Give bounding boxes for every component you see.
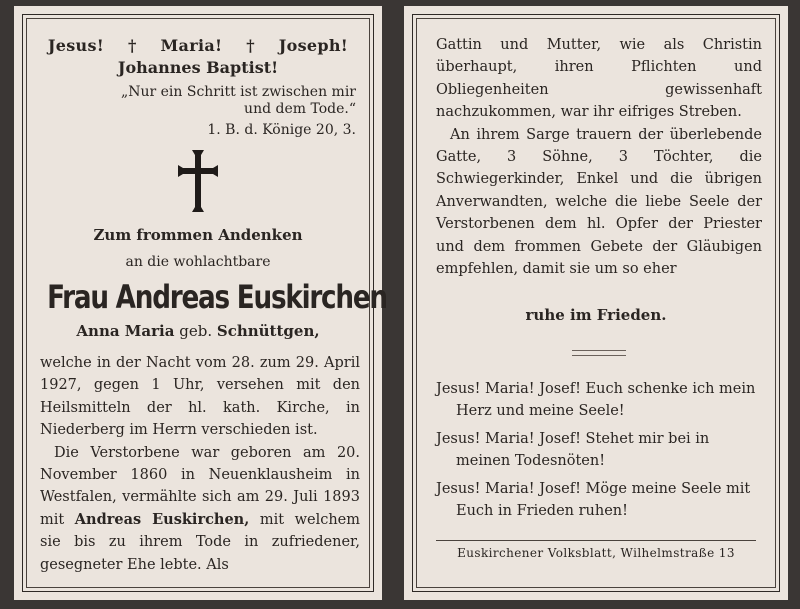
memorial-heading: Zum frommen Andenken — [93, 226, 303, 244]
ornamental-divider — [572, 350, 626, 356]
invocation-cross-1: † — [127, 36, 137, 55]
bible-reference: 1. B. d. Könige 20, 3. — [207, 122, 356, 138]
mourners-paragraph: An ihrem Sarge trauern der überlebende Gatte, 3 Söhne, 3 Töchter, die Schwiegerkinder, Enkel und die übrigen Anverwandten, welche die liebe Seele der Verstorbenen dem hl. Opfer der Priester und dem frommen Gebete der Gläubigen empfehlen, damit sie um so eher — [436, 126, 762, 278]
maiden-first-names: Anna Maria — [76, 322, 175, 340]
invocation-line — [14, 36, 382, 55]
deceased-name: Frau Andreas Euskirchen — [47, 278, 387, 316]
baptist-line: Johannes Baptist! — [117, 58, 279, 77]
cross-icon — [178, 150, 218, 212]
biography-paragraph — [40, 442, 360, 576]
biography-text-a: Die Verstorbene war geboren am 20. November 1860 in Neuenklausheim in Westfalen, vermählte sich am 29. Juli 1893 mit — [40, 444, 360, 528]
death-paragraph: welche in der Nacht vom 28. zum 29. April 1927, gegen 1 Uhr, versehen mit den Heilsmitteln der hl. kath. Kirche, in Niederberg im Herrn verschieden ist. — [40, 355, 360, 439]
maiden-surname: Schnüttgen, — [216, 322, 320, 340]
biography-text-b: mit welchem sie bis zu ihrem Tode in zufriedener, gesegneter Ehe lebte. Als — [40, 511, 361, 573]
invocation-joseph: Joseph! — [278, 36, 349, 55]
venerable-line: an die wohlachtbare — [125, 254, 271, 270]
invocation-maria: Maria! — [160, 36, 223, 55]
printer-imprint: Euskirchener Volksblatt, Wilhelmstraße 13 — [457, 546, 735, 560]
rest-in-peace: ruhe im Frieden. — [525, 306, 667, 324]
prayer-list — [436, 378, 766, 528]
bible-quote: „Nur ein Schritt ist zwischen mir und dem Tode.“ — [120, 84, 356, 117]
invocation-cross-2: † — [246, 36, 255, 55]
maiden-name-line — [14, 322, 382, 340]
right-body-text — [436, 34, 762, 280]
prayer-3: Jesus! Maria! Josef! Möge meine Seele mit Euch in Frieden ruhen! — [436, 481, 751, 519]
invocation-jesus: Jesus! — [47, 36, 105, 55]
husband-name: Andreas Euskirchen, — [74, 510, 250, 528]
duties-paragraph: Gattin und Mutter, wie als Christin überhaupt, ihren Pflichten und Obliegenheiten gewissenhaft nachzukommen, war ihr eifriges Streben. — [436, 37, 762, 121]
prayer-1: Jesus! Maria! Josef! Euch schenke ich mein Herz und meine Seele! — [436, 381, 756, 419]
left-body-text — [40, 352, 360, 576]
printer-rule — [436, 540, 756, 541]
right-card — [404, 6, 788, 600]
prayer-2: Jesus! Maria! Josef! Stehet mir bei in meinen Todesnöten! — [436, 431, 710, 469]
maiden-geb: geb. — [179, 322, 213, 340]
left-card — [14, 6, 387, 600]
